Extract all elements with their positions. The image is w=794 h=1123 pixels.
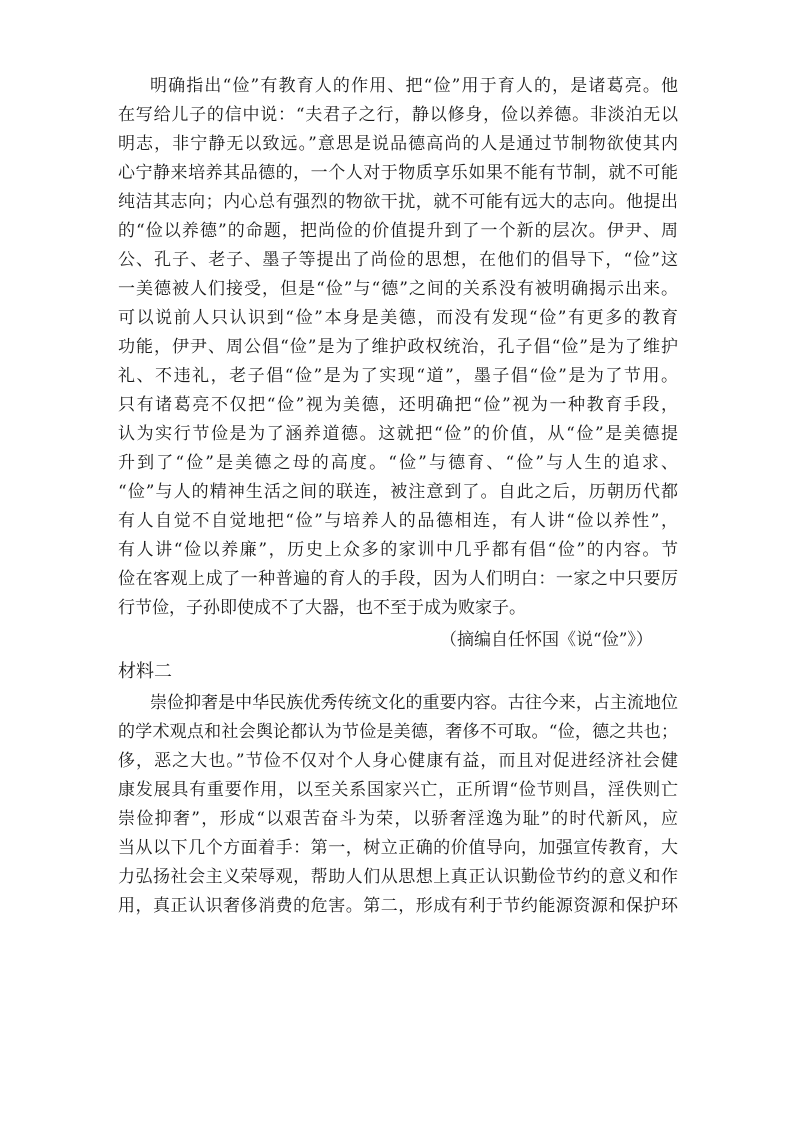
paragraph-1-line: 认为实行节俭是为了涵养道德。这就把“俭”的价值，从“俭”是美德提	[118, 424, 678, 444]
paragraph-1-line: 明志，非宁静无以致远。”意思是说品德高尚的人是通过节制物欲使其内	[118, 134, 678, 154]
paragraph-1-line: “俭”与人的精神生活之间的联连，被注意到了。自此之后，历朝历代都	[118, 482, 678, 502]
paragraph-2-line: 侈，恶之大也。”节俭不仅对个人身心健康有益，而且对促进经济社会健	[118, 751, 678, 771]
paragraph-1-line: 功能，伊尹、周公倡“俭”是为了维护政权统治，孔子倡“俭”是为了维护	[118, 337, 678, 357]
paragraph-2-line: 力弘扬社会主义荣辱观，帮助人们从思想上真正认识勤俭节约的意义和作	[118, 867, 678, 887]
paragraph-2-line: 用，真正认识奢侈消费的危害。第二，形成有利于节约能源资源和保护环	[118, 896, 678, 916]
source-citation: （摘编自任怀国《说“俭”》）	[440, 630, 653, 650]
paragraph-1-line: 一美德被人们接受，但是“俭”与“德”之间的关系没有被明确揭示出来。	[118, 279, 678, 299]
paragraph-1-line: 明确指出“俭”有教育人的作用、把“俭”用于育人的，是诸葛亮。他	[150, 76, 678, 96]
paragraph-1-line: 在写给儿子的信中说：“夫君子之行，静以修身，俭以养德。非淡泊无以	[118, 105, 678, 125]
section-heading: 材料二	[118, 661, 172, 682]
paragraph-2-line: 康发展具有重要作用，以至关系国家兴亡，正所谓“俭节则昌，淫佚则亡	[118, 780, 678, 800]
paragraph-2-line: 的学术观点和社会舆论都认为节俭是美德，奢侈不可取。“俭，德之共也；	[118, 722, 678, 742]
paragraph-2-line: 崇俭抑奢”，形成“以艰苦奋斗为荣，以骄奢淫逸为耻”的时代新风，应	[118, 809, 678, 829]
paragraph-1-line: 纯洁其志向；内心总有强烈的物欲干扰，就不可能有远大的志向。他提出	[118, 192, 678, 212]
paragraph-1-line: 俭在客观上成了一种普遍的育人的手段，因为人们明白：一家之中只要厉	[118, 569, 678, 589]
paragraph-1-line: 有人自觉不自觉地把“俭”与培养人的品德相连，有人讲“俭以养性”，	[118, 511, 678, 531]
paragraph-1-line: 的“俭以养德”的命题，把尚俭的价值提升到了一个新的层次。伊尹、周	[118, 221, 678, 241]
paragraph-1-line: 只有诸葛亮不仅把“俭”视为美德，还明确把“俭”视为一种教育手段，	[118, 395, 678, 415]
paragraph-1-line: 升到了“俭”是美德之母的高度。“俭”与德育、“俭”与人生的追求、	[118, 453, 678, 473]
paragraph-1-line: 礼、不违礼，老子倡“俭”是为了实现“道”，墨子倡“俭”是为了节用。	[118, 366, 678, 386]
paragraph-1-line: 可以说前人只认识到“俭”本身是美德，而没有发现“俭”有更多的教育	[118, 308, 678, 328]
paragraph-2-line: 当从以下几个方面着手：第一，树立正确的价值导向，加强宣传教育，大	[118, 838, 678, 858]
paragraph-1-line: 行节俭，子孙即使成不了大器，也不至于成为败家子。	[118, 598, 526, 618]
paragraph-1-line: 心宁静来培养其品德的，一个人对于物质享乐如果不能有节制，就不可能	[118, 163, 678, 183]
paragraph-1-line: 公、孔子、老子、墨子等提出了尚俭的思想，在他们的倡导下，“俭”这	[118, 250, 678, 270]
paragraph-1-line: 有人讲“俭以养廉”，历史上众多的家训中几乎都有倡“俭”的内容。节	[118, 540, 678, 560]
paragraph-2-line: 崇俭抑奢是中华民族优秀传统文化的重要内容。古往今来，占主流地位	[150, 693, 678, 713]
